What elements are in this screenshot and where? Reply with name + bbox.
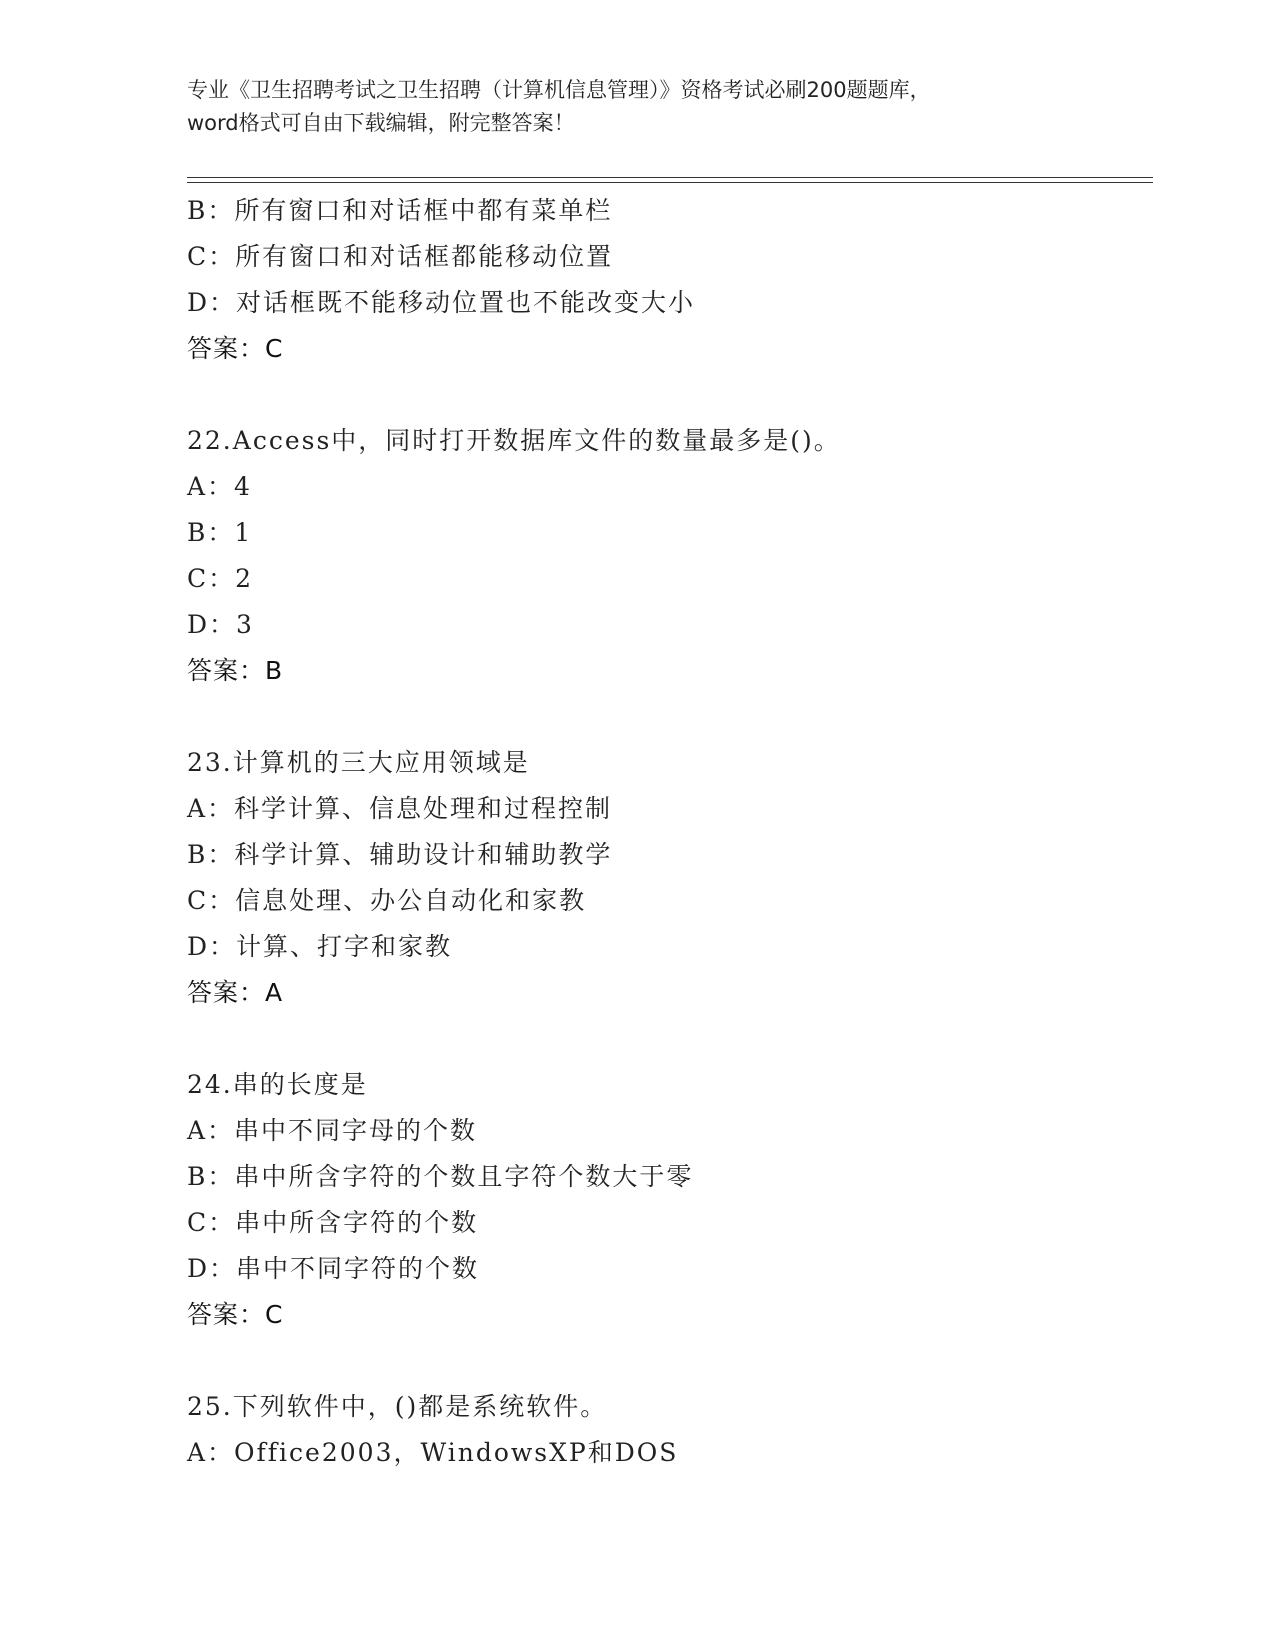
- q22-option-b: B：1: [187, 518, 253, 547]
- question-24: [187, 1062, 1153, 1338]
- spacer: [187, 1338, 1153, 1384]
- q22-answer: 答案：B: [187, 656, 284, 685]
- q21-option-d: D：对话框既不能移动位置也不能改变大小: [187, 288, 696, 317]
- q23-option-a: A：科学计算、信息处理和过程控制: [187, 794, 613, 823]
- q24-answer: 答案：C: [187, 1300, 284, 1329]
- q24-stem: 24.串的长度是: [187, 1070, 368, 1099]
- q24-option-a: A：串中不同字母的个数: [187, 1116, 478, 1145]
- header-line-2: word格式可自由下载编辑，附完整答案！: [187, 111, 575, 135]
- q23-answer: 答案：A: [187, 978, 284, 1007]
- q22-stem: 22.Access中，同时打开数据库文件的数量最多是()。: [187, 426, 841, 455]
- header-rule-bottom: [187, 182, 1153, 183]
- question-list: [187, 188, 1153, 1476]
- q23-option-b: B：科学计算、辅助设计和辅助教学: [187, 840, 613, 869]
- q25-stem: 25.下列软件中，()都是系统软件。: [187, 1392, 608, 1421]
- spacer: [187, 372, 1153, 418]
- q24-option-c: C：串中所含字符的个数: [187, 1208, 479, 1237]
- question-21: [187, 188, 1153, 372]
- question-25: [187, 1384, 1153, 1476]
- q21-option-b: B：所有窗口和对话框中都有菜单栏: [187, 196, 613, 225]
- q22-option-d: D：3: [187, 610, 254, 639]
- q21-answer: 答案：C: [187, 334, 284, 363]
- spacer: [187, 694, 1153, 740]
- document-header: [187, 74, 1087, 140]
- header-line-1: 专业《卫生招聘考试之卫生招聘（计算机信息管理）》资格考试必刷200题题库，: [187, 78, 931, 102]
- q21-option-c: C：所有窗口和对话框都能移动位置: [187, 242, 614, 271]
- q23-option-c: C：信息处理、办公自动化和家教: [187, 886, 587, 915]
- q24-option-d: D：串中不同字符的个数: [187, 1254, 480, 1283]
- question-22: [187, 418, 1153, 694]
- spacer: [187, 1016, 1153, 1062]
- q25-option-a: A：Office2003，WindowsXP和DOS: [187, 1438, 679, 1467]
- question-23: [187, 740, 1153, 1016]
- header-rule-top: [187, 177, 1153, 178]
- q22-option-c: C：2: [187, 564, 254, 593]
- q23-option-d: D：计算、打字和家教: [187, 932, 453, 961]
- q23-stem: 23.计算机的三大应用领域是: [187, 748, 530, 777]
- q22-option-a: A：4: [187, 472, 252, 501]
- q24-option-b: B：串中所含字符的个数且字符个数大于零: [187, 1162, 694, 1191]
